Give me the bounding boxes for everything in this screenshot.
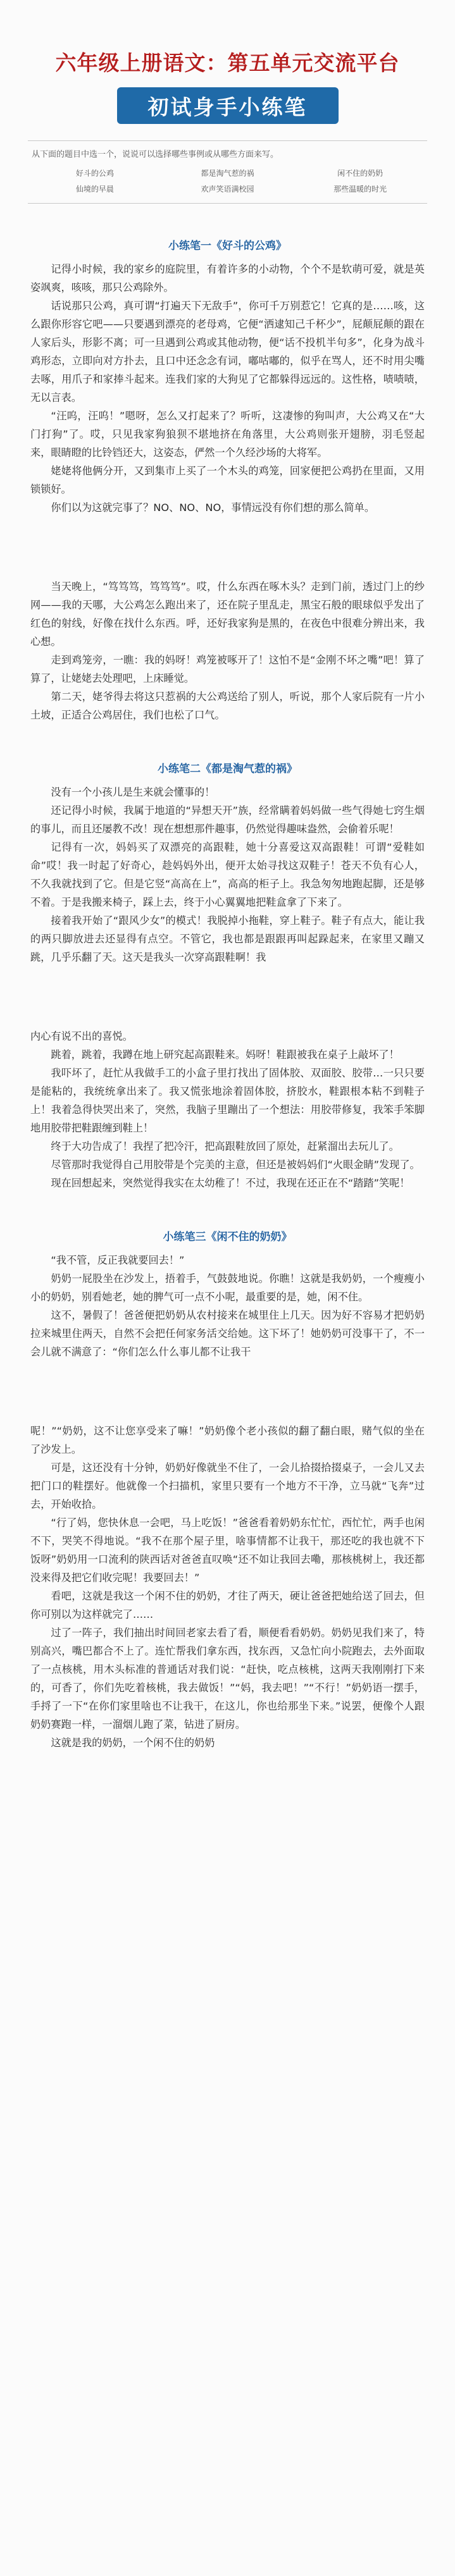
intro-text: 从下面的题目中选一个，说说可以选择哪些事例或从哪些方面来写。 <box>32 150 279 159</box>
paragraph: 这就是我的奶奶，一个闲不住的奶奶 <box>51 1737 215 1749</box>
section-title: 小练笔三《闲不住的奶奶》 <box>163 1231 292 1243</box>
section-3 <box>0 1228 455 1752</box>
section-body <box>0 783 455 966</box>
paragraph: 可是，这还没有十分钟，奶奶好像就坐不住了，一会儿拾掇拾掇桌子，一会儿又去把门口的鞋摆好。他就像一个扫描机，家里只要有一个地方不干净，立马就“飞奔”过去，开始收拾。 <box>30 1462 425 1510</box>
section-body <box>0 260 455 517</box>
paragraph: 看吧，这就是我这一个闲不住的奶奶，才往了两天，硬让爸爸把她给送了回去，但你可别以为这样就完了…… <box>30 1590 425 1620</box>
page-title: 六年级上册语文：第五单元交流平台 <box>55 51 400 75</box>
page-subtitle: 初试身手小练笔 <box>147 94 308 120</box>
paragraph: 奶奶一屁股坐在沙发上，捂着手，气鼓鼓地说。你瞧！这就是我奶奶，一个瘦瘦小小的奶奶，别看她老，她的脾气可一点不小呢，最重要的是，她，闲不住。 <box>30 1273 425 1303</box>
topic-list <box>32 168 423 194</box>
section-body <box>0 577 455 724</box>
paragraph: 终于大功告成了！我捏了把冷汗，把高跟鞋放回了原处，赶紧溜出去玩儿了。 <box>51 1140 399 1152</box>
paragraph: 记得有一次，妈妈买了双漂亮的高跟鞋，她十分喜爱这双高跟鞋！可谓“爱鞋如命”哎！我一时起了好奇心，趁妈妈外出，便开太始寻找这双鞋子！苍天不负有心人，不久我就找到了它。但是它竖“高高在上”，高高的柜子上。我急匆匆地跑起脚，还是够不着。于是我搬来椅子，踩上去，终于小心翼翼地把鞋盒拿了下来了。 <box>30 841 425 908</box>
section-body <box>0 1422 455 1752</box>
paragraph: 尽管那时我觉得自己用胶带是个完美的主意，但还是被妈妈们“火眼金睛”发现了。 <box>51 1159 420 1171</box>
section-title: 小练笔一《好斗的公鸡》 <box>168 240 287 252</box>
paragraph: 话说那只公鸡，真可谓“打遍天下无敌手”，你可千万别惹它！它真的是……咳，这么跟你形容它吧——只要遇到漂亮的老母鸡，它便“洒逮知己千杯少”，屁颠屁颠的跟在人家后头，形影不离；可一旦遇到公鸡或其他动物，便“话不投机半句多”，化身为战斗鸡形态，立即向对方扑去，且口中还念念有词，嘟咕嘟的，似乎在骂人，还不时用尖嘴去啄，用爪子和家捧斗起来。连我们家的大狗见了它都躲得远远的。这性格，啧啧啧，无以言表。 <box>30 300 425 404</box>
section-2 <box>0 760 455 1192</box>
paragraph: 这不，暑假了！爸爸便把奶奶从农村接来在城里住上几天。因为好不容易才把奶奶拉来城里住两天，自然不会把任何家务活交给她。这下坏了！她奶奶可没事干了，不一会儿就不满意了：“你们怎么什么事儿都不让我干 <box>30 1309 425 1358</box>
section-body <box>0 1027 455 1192</box>
topic-item: 好斗的公鸡 <box>75 169 114 178</box>
paragraph: 走到鸡笼旁，一瞧：我的妈呀！鸡笼被啄开了！这怕不是“金刚不坏之嘴”吧！算了算了，让姥姥去处理吧，上床睡觉。 <box>30 654 425 684</box>
paragraph: 现在回想起来，突然觉得我实在太幼稚了！不过，我现在还正在不“踏踏”笑呢！ <box>51 1177 410 1189</box>
paragraph: 没有一个小孩儿是生来就会懂事的！ <box>51 786 215 798</box>
paragraph: 记得小时候，我的家乡的庭院里，有着许多的小动物，个个不是软萌可爱，就是英姿飒爽，咳咳，那只公鸡除外。 <box>30 263 425 293</box>
paragraph: 内心有说不出的喜悦。 <box>30 1030 133 1042</box>
section-title: 小练笔二《都是淘气惹的祸》 <box>158 763 297 775</box>
section-body <box>0 1251 455 1361</box>
paragraph: “汪呜，汪呜！”嗯呀，怎么又打起来了？听听，这凄惨的狗叫声，大公鸡又在“大门打狗”了。哎，只见我家狗狼狈不堪地挤在角落里，大公鸡则张开翅膀，羽毛竖起来，眼睛瞪的比铃铛还大，这姿态，俨然一个久经沙场的大将军。 <box>30 410 425 459</box>
paragraph: 当天晚上，“笃笃笃，笃笃笃”。哎，什么东西在啄木头？走到门前，透过门上的纱网——我的天哪，大公鸡怎么跑出来了，还在院子里乱走，黑宝石般的眼球似乎发出了红色的射线，好像在找什么东西。呼，还好我家狗是黑的，在夜色中很难分辨出来，我心想。 <box>30 581 425 648</box>
paragraph: “我不管，反正我就要回去！” <box>51 1254 185 1266</box>
spacer <box>0 1361 455 1422</box>
topic-item: 那些温暖的时光 <box>333 185 387 194</box>
paragraph: 姥姥将他俩分开，又到集市上买了一个木头的鸡笼，回家便把公鸡扔在里面，又用锁锁好。 <box>30 465 425 495</box>
header <box>0 0 455 124</box>
paragraph: 你们以为这就完事了？NO、NO、NO，事情远没有你们想的那么简单。 <box>51 502 375 514</box>
topic-item: 仙境的早晨 <box>75 185 114 194</box>
paragraph: 我吓坏了，赶忙从我做手工的小盒子里打找出了固体胶、双面胶、胶带…一只只要是能粘的，我统统拿出来了。我又慌张地涂着固体胶，挤胶水，鞋跟根本粘不到鞋子上！我着急得快哭出来了，突然，我脑子里蹦出了一个想法：用胶带修复，我笨手笨脚地用胶带把鞋跟缠到鞋上！ <box>30 1067 425 1134</box>
topic-item: 欢声笑语满校园 <box>201 185 254 194</box>
topic-item: 闲不住的奶奶 <box>337 169 383 178</box>
subtitle-banner <box>117 87 339 124</box>
paragraph: 跳着，跳着，我蹲在地上研究起高跟鞋来。妈呀！鞋跟被我在桌子上敲坏了！ <box>51 1049 399 1061</box>
topic-item: 都是淘气惹的祸 <box>201 169 254 178</box>
section-1 <box>0 237 455 724</box>
spacer <box>0 966 455 1027</box>
paragraph: 呢！”“奶奶，这不让您享受来了嘛！”奶奶像个老小孩似的翻了翻白眼，赌气似的坐在了沙发上。 <box>30 1425 425 1455</box>
paragraph: 过了一阵子，我们抽出时间回老家去看了看，顺便看看奶奶。奶奶见我们来了，特别高兴，嘴巴都合不上了。连忙帮我们拿东西，找东西，又急忙向小院跑去，去外面取了一点核桃，用木头标准的普通话对我们说：“赶快，吃点核桃，这两天我刚刚打下来的，可香了，你们先吃着核桃，我去做饭！”“妈，我去吧！”“不行！”奶奶语一摆手，手捋了一下“在你们家里啥也不让我干，在这儿，你也给那坐下来。”说罢，便像个人跟奶奶赛跑一样，一溜烟儿跑了菜，钻进了厨房。 <box>30 1627 425 1730</box>
paragraph: 接着我开始了“跟风少女”的模式！我脱掉小拖鞋，穿上鞋子。鞋子有点大，能让我的两只脚放进去还显得有点空。不管它，我也都是跟跟再叫起跺起来，在家里又蹦又跳，几乎乐翻了天。这天是我头一次穿高跟鞋啊！我 <box>30 915 425 963</box>
paragraph: “行了妈，您快休息一会吧，马上吃饭！”爸爸看着奶奶东忙忙，西忙忙，两手也闲不下，哭笑不得地说。“我不在那个屋子里，啥事情都不让我干，那还吃的我也就不下饭呀”奶奶用一口流利的陕西话对爸爸直叹唤“还不如让我回去嘞，那核桃树上，我还都没来得及把它们收完呢！我要回去！” <box>30 1517 425 1584</box>
intro-box <box>28 140 427 204</box>
spacer <box>0 517 455 577</box>
paragraph: 第二天，姥爷得去将这只惹祸的大公鸡送给了别人，听说，那个人家后院有一片小土坡，正适合公鸡居住，我们也松了口气。 <box>30 691 425 721</box>
paragraph: 还记得小时候，我属于地道的“异想天开”族，经常瞒着妈妈做一些气得她七窍生烟的事儿，而且还屡教不改！现在想想那件趣事，仍然觉得趣味盎然，会偷着乐呢！ <box>30 804 425 835</box>
